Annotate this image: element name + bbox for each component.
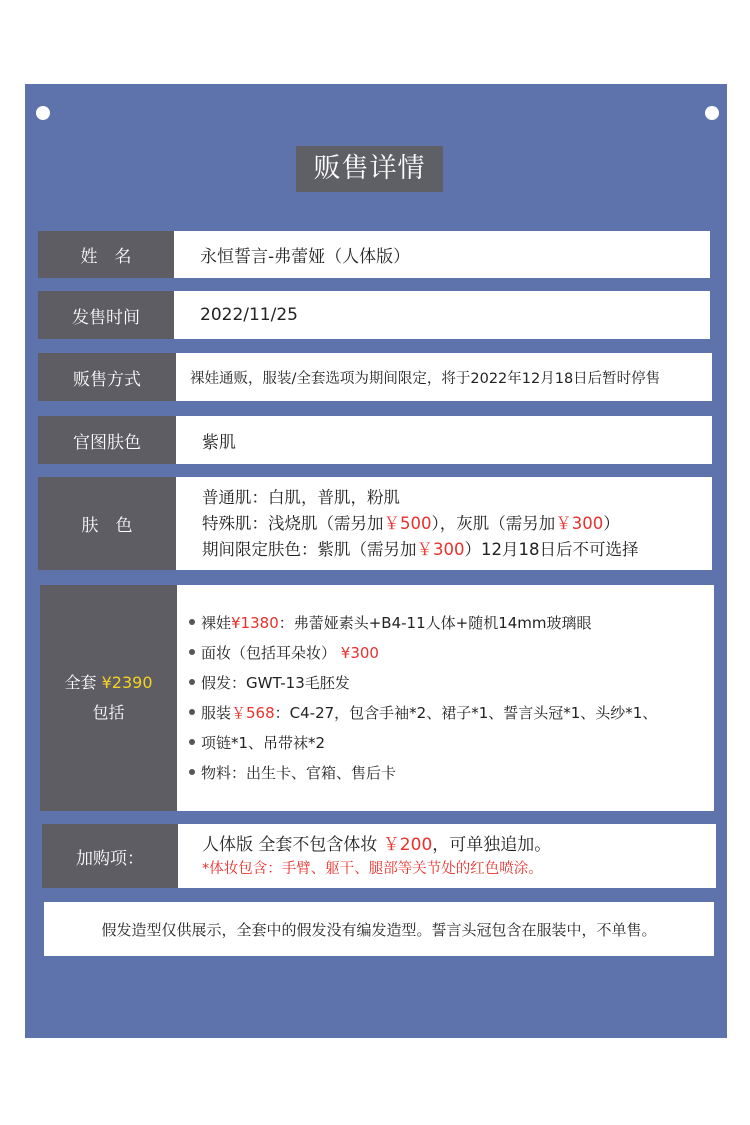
punch-hole-right (705, 106, 719, 120)
skin-special-text-a: 特殊肌：浅烧肌（需另加 (202, 513, 384, 533)
row-skin-label: 肤 色 (38, 477, 176, 570)
row-release-value: 2022/11/25 (174, 291, 710, 339)
bullet-icon (189, 619, 195, 625)
row-name (38, 231, 710, 278)
skin-special-price-1: ￥500 (383, 513, 432, 533)
row-name-value: 永恒誓言-弗蕾娅（人体版） (174, 231, 710, 278)
fullset-includes-text: 包括 (92, 703, 125, 722)
fullset-item-detail: ：C4-27，包含手袖*2、裙子*1、誓言头冠*1、头纱*1、 (274, 704, 658, 722)
row-release-label: 发售时间 (38, 291, 174, 339)
fullset-price-line (64, 668, 152, 698)
fullset-item (189, 638, 714, 668)
fullset-item-detail: ：弗蕾娅素头+B4-11人体+随机14mm玻璃眼 (278, 614, 592, 632)
fullset-item (189, 608, 714, 638)
skin-special-price-2: ￥300 (555, 513, 604, 533)
bullet-icon (189, 649, 195, 655)
fullset-item (189, 668, 714, 698)
row-release (38, 291, 710, 339)
fullset-item (189, 698, 714, 728)
skin-limited-text-b: ）12月18日后不可选择 (464, 539, 639, 559)
row-addon (42, 824, 716, 888)
bullet-icon (189, 739, 195, 745)
fullset-item (189, 728, 714, 758)
addon-price: ￥200 (382, 835, 433, 855)
skin-limited (202, 537, 712, 563)
addon-line-1 (202, 832, 716, 858)
fullset-label-text: 全套 (64, 673, 97, 692)
row-addon-value (178, 824, 716, 888)
row-name-label: 姓 名 (38, 231, 174, 278)
addon-text-b: ，可单独追加。 (432, 835, 552, 855)
row-skin (38, 477, 712, 570)
addon-text-a: 人体版 全套不包含体妆 (202, 835, 378, 855)
row-fullset (40, 585, 714, 811)
skin-limited-price: ￥300 (416, 539, 465, 559)
bullet-icon (189, 769, 195, 775)
fullset-item-text: 假发：GWT-13毛胚发 (201, 674, 350, 692)
fullset-item-list (177, 585, 714, 811)
skin-normal: 普通肌：白肌，普肌，粉肌 (202, 487, 400, 507)
row-official-skin (38, 416, 712, 464)
fullset-item-text: 服装 (201, 704, 232, 722)
row-method-value: 裸娃通贩，服装/全套选项为期间限定，将于2022年12月18日后暂时停售 (176, 353, 712, 401)
fullset-item-text: 项链*1、吊带袜*2 (201, 734, 326, 752)
bullet-icon (189, 709, 195, 715)
fullset-item (189, 758, 714, 788)
row-skin-value (176, 477, 712, 570)
fullset-item-text: 物料：出生卡、官箱、售后卡 (201, 764, 397, 782)
row-method (38, 353, 712, 401)
fullset-item-text: 面妆（包括耳朵妆） (201, 644, 337, 662)
page-title: 贩售详情 (296, 146, 443, 192)
skin-special (202, 511, 712, 537)
punch-hole-left (36, 106, 50, 120)
fullset-item-text: 裸娃 (201, 614, 232, 632)
fullset-total-price: ¥2390 (101, 673, 153, 692)
skin-special-text-b: ），灰肌（需另加 (431, 513, 556, 533)
fullset-item-price: ￥568 (231, 704, 275, 722)
bullet-icon (189, 679, 195, 685)
skin-special-text-c: ） (603, 513, 620, 533)
sales-detail-panel (25, 84, 727, 1038)
fullset-item-price: ¥300 (340, 644, 379, 662)
addon-body-makeup-note: *体妆包含：手臂、躯干、腿部等关节处的红色喷涂。 (202, 861, 543, 877)
fullset-item-price: ¥1380 (231, 614, 279, 632)
row-method-label: 贩售方式 (38, 353, 176, 401)
row-addon-label: 加购项： (42, 824, 178, 888)
wig-note: 假发造型仅供展示，全套中的假发没有编发造型。誓言头冠包含在服装中，不单售。 (44, 902, 714, 956)
row-official-skin-label: 官图肤色 (38, 416, 176, 464)
row-fullset-label (40, 585, 177, 811)
skin-limited-text-a: 期间限定肤色：紫肌（需另加 (202, 539, 417, 559)
row-official-skin-value: 紫肌 (176, 416, 712, 464)
